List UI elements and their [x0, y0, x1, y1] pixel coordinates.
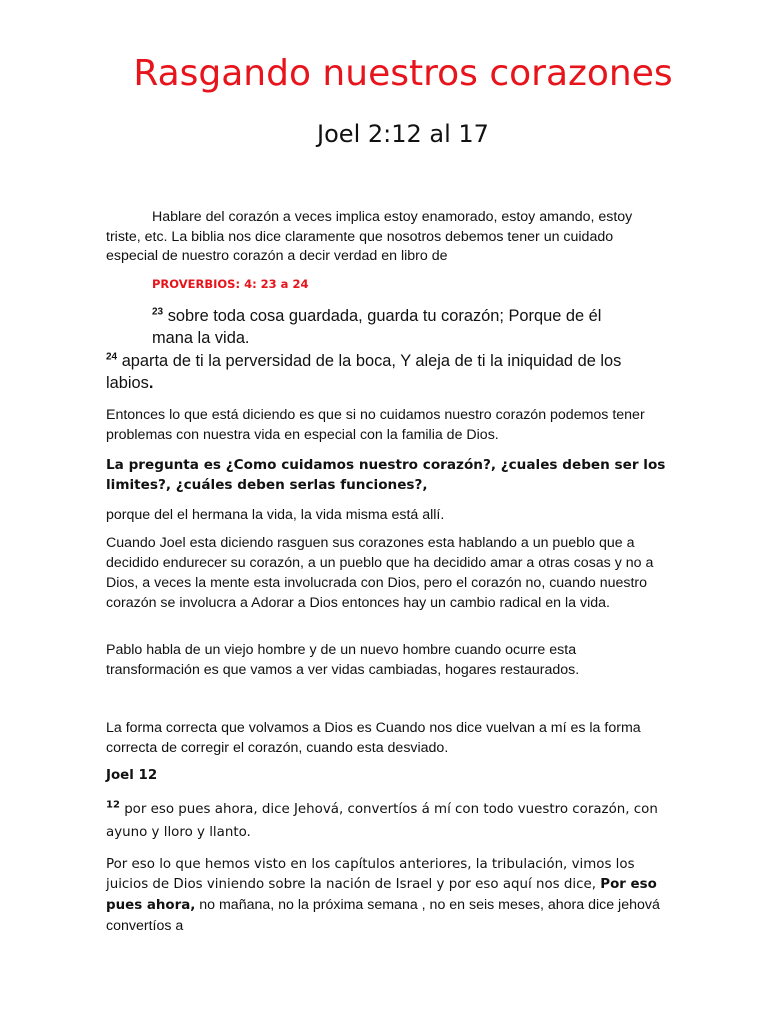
intro-paragraph: Hablare del corazón a veces implica estoy enamorado, estoy amando, estoy triste, etc. La biblia nos dice claramente que nosotros debemos tener un cuidado especial de nuestro corazón a decir verdad en libro de: [106, 209, 633, 264]
verse-12: [106, 798, 666, 844]
verse-24-end: .: [148, 374, 154, 392]
document-title: Rasgando nuestros corazones: [133, 53, 673, 94]
paragraph-6-end: no mañana, no la próxima semana , no en seis meses, ahora dice jehová convertíos a: [106, 897, 660, 934]
paragraph-1: Entonces lo que está diciendo es que si no cuidamos nuestro corazón podemos tener problemas con nuestra vida en especial con la familia de Dios.: [106, 407, 645, 443]
paragraph-6-start: Por eso lo que hemos visto en los capítulos anteriores, la tribulación, vimos los juicios de Dios viniendo sobre la nación de Israel y por eso aquí nos dice,: [106, 857, 635, 892]
verse-23-text: sobre toda cosa guardada, guarda tu corazón; Porque de él mana la vida.: [152, 307, 602, 347]
joel-heading: Joel 12: [106, 768, 158, 783]
verse-23: [106, 305, 636, 349]
paragraph-3: Cuando Joel esta diciendo rasguen sus corazones esta hablando a un pueblo que a decidido endurecer su corazón, a un pueblo que ha decidido amar a otras cosas y no a Dios, a veces la mente esta involucrada con Dios, pero el corazón no, cuando nuestro corazón se involucra a Adorar a Dios entonces hay un cambio radical en la vida.: [106, 535, 654, 611]
paragraph-5: La forma correcta que volvamos a Dios es Cuando nos dice vuelvan a mí es la forma correcta de corregir el corazón, cuando esta desviado.: [106, 720, 641, 756]
verse-24-number: 24: [106, 351, 118, 363]
verse-12-text: por eso pues ahora, dice Jehová, convertíos á mí con todo vuestro corazón, con ayuno y lloro y llanto.: [106, 802, 658, 840]
paragraph-6-bold: Por eso pues ahora,: [106, 877, 657, 913]
question-paragraph: La pregunta es ¿Como cuidamos nuestro corazón?, ¿cuales deben ser los limites?, ¿cuáles deben serlas funciones?,: [106, 457, 666, 493]
paragraph-6: [106, 855, 666, 937]
document-subtitle: Joel 2:12 al 17: [317, 120, 489, 148]
verse-24-text: aparta de ti la perversidad de la boca, Y aleja de ti la iniquidad de los labios: [106, 352, 622, 392]
proverbs-reference: PROVERBIOS: 4: 23 a 24: [152, 277, 309, 291]
verse-24: [106, 350, 656, 394]
verse-12-number: 12: [106, 799, 120, 811]
paragraph-4: Pablo habla de un viejo hombre y de un nuevo hombre cuando ocurre esta transformación es que vamos a ver vidas cambiadas, hogares restaurados.: [106, 642, 580, 678]
paragraph-2: porque del el hermana la vida, la vida misma está allí.: [106, 507, 445, 523]
verse-23-number: 23: [152, 306, 164, 318]
